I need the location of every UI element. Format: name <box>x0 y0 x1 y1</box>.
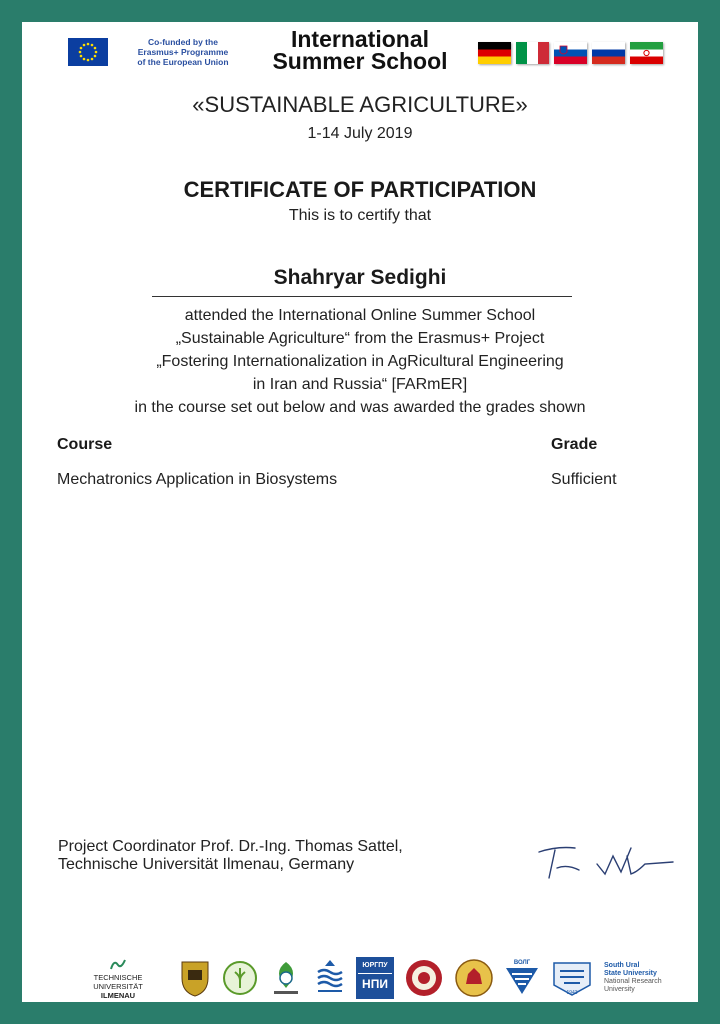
body-line: „Fostering Internationalization in AgRicultural Engineering <box>156 353 564 370</box>
wheat-logo-icon <box>222 960 258 996</box>
body-line: in the course set out below and was awarded the grades shown <box>134 399 586 416</box>
slovenia-flag-icon <box>554 42 587 64</box>
partner-flags <box>478 42 668 64</box>
certify-line: This is to certify that <box>288 207 432 224</box>
certificate-body <box>22 304 698 419</box>
svg-text:1943: 1943 <box>566 990 578 996</box>
susu-emblem-icon <box>550 959 594 997</box>
certificate-title: CERTIFICATE OF PARTICIPATION <box>183 177 537 202</box>
body-line: „Sustainable Agriculture“ from the Erasmus+ Project <box>175 330 545 347</box>
russia-flag-icon <box>592 42 625 64</box>
eu-flag-icon <box>68 38 108 66</box>
italy-flag-icon <box>516 42 549 64</box>
npi-logo: ЮРГПУ НПИ <box>356 957 394 999</box>
project-coordinator: Project Coordinator Prof. Dr.-Ing. Thomas Sattel, Technische Universität Ilmenau, Germany <box>58 838 403 873</box>
name-underline <box>152 296 572 297</box>
course-column-header: Course <box>57 436 113 453</box>
course-name: Mechatronics Application in Biosystems <box>57 471 338 488</box>
recipient-name: Shahryar Sedighi <box>273 266 447 289</box>
susu-logo-text: South Ural State University National Research University <box>604 962 662 993</box>
certificate-sheet <box>22 22 698 1002</box>
coordinator-signature <box>527 834 677 884</box>
university-crest-icon <box>178 958 212 998</box>
iran-flag-icon <box>630 42 663 64</box>
course-grade: Sufficient <box>551 471 617 488</box>
germany-flag-icon <box>478 42 511 64</box>
university-seal-gold-icon <box>454 958 494 998</box>
body-line: attended the International Online Summer School <box>184 307 536 324</box>
tu-ilmenau-logo: TECHNISCHE UNIVERSITÄT ILMENAU <box>68 957 168 1000</box>
water-waves-logo-icon <box>314 958 346 998</box>
school-title: International Summer School <box>272 26 448 74</box>
summer-school-dates: 1-14 July 2019 <box>307 125 413 142</box>
eu-cofunded-text: Co-funded by the Erasmus+ Programme of the European Union <box>137 37 229 67</box>
leaf-logo-icon <box>268 958 304 998</box>
grade-column-header: Grade <box>551 436 598 453</box>
summer-school-topic: «SUSTAINABLE AGRICULTURE» <box>192 92 528 117</box>
partner-logos <box>68 956 662 1000</box>
body-line: in Iran and Russia“ [FARmER] <box>252 376 468 393</box>
university-seal-red-icon <box>404 958 444 998</box>
volg-logo: ВОЛГ <box>504 960 540 996</box>
